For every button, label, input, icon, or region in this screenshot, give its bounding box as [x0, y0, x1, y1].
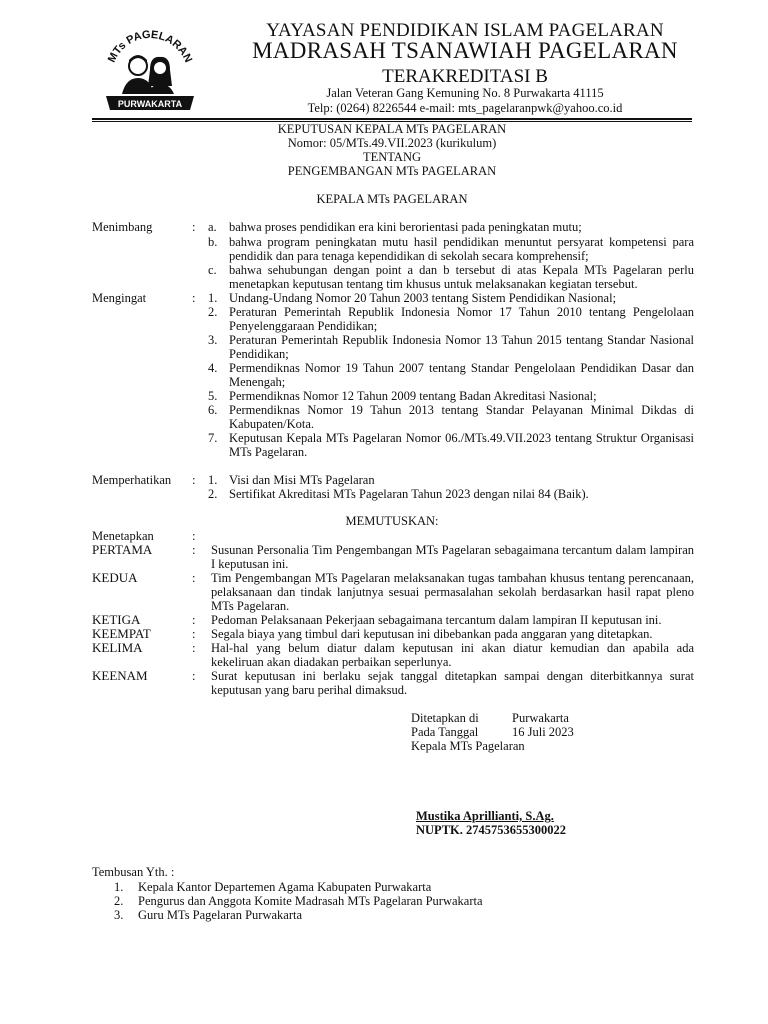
list-item: Permendiknas Nomor 19 Tahun 2013 tentang Standar Pelayanan Minimal Dikdas di Kabupaten/Kota.	[229, 403, 694, 431]
menetapkan-colon: :	[192, 529, 196, 543]
decision-label: KEDUA	[92, 570, 138, 585]
memperhatikan-label: Memperhatikan	[92, 473, 172, 487]
date-value: 16 Juli 2023	[512, 725, 574, 739]
decision-text: Tim Pengembangan MTs Pagelaran melaksanakan tugas tambahan khusus tentang perencanaan, pelaksanaan dan tindak lanjutnya sesuai permasalahan sekolah berdasarkan hasil rapat pleno MTs Pagelaran.	[211, 571, 694, 613]
memutuskan-heading: MEMUTUSKAN:	[345, 514, 439, 528]
list-marker: 5.	[208, 389, 218, 403]
list-marker: 6.	[208, 403, 218, 417]
list-item: bahwa sehubungan dengan point a dan b tersebut di atas Kepala MTs Pagelaran perlu menetapkan keputusan tentang tim khusus untuk melaksanakan kegiatan tersebut.	[229, 263, 694, 291]
decision-text: Pedoman Pelaksanaan Pekerjaan sebagaimana tercantum dalam lampiran II keputusan ini.	[211, 613, 662, 627]
accreditation: TERAKREDITASI B	[382, 66, 548, 87]
list-marker: a.	[208, 220, 217, 234]
list-marker: b.	[208, 235, 218, 249]
list-item: Peraturan Pemerintah Republik Indonesia Nomor 13 Tahun 2015 tentang Standar Nasional Pendidikan;	[229, 333, 694, 361]
list-marker: 3.	[114, 908, 124, 922]
list-item: Sertifikat Akreditasi MTs Pagelaran Tahun 2023 dengan nilai 84 (Baik).	[229, 487, 589, 501]
date-label: Pada Tanggal	[411, 725, 479, 739]
signer-name: Mustika Aprillianti, S.Ag.	[416, 809, 554, 823]
decision-label: KEEMPAT	[92, 626, 151, 641]
mengingat-colon: :	[192, 291, 196, 305]
decision-label: PERTAMA	[92, 542, 153, 557]
list-item: Peraturan Pemerintah Republik Indonesia Nomor 17 Tahun 2010 tentang Pengelolaan Penyelenggaraan Pendidikan;	[229, 305, 694, 333]
list-marker: 2.	[114, 894, 124, 908]
list-marker: 1.	[114, 880, 124, 894]
list-item: Guru MTs Pagelaran Purwakarta	[138, 908, 303, 922]
list-item: bahwa program peningkatan mutu hasil pendidikan menuntut persyarat kompetensi para pendidik dan para tenaga kependidikan di sekolah secara komprehensif;	[229, 235, 694, 263]
decision-text: Segala biaya yang timbul dari keputusan ini dibebankan pada anggaran yang ditetapkan.	[211, 627, 653, 641]
decree-number: Nomor: 05/MTs.49.VII.2023 (kurikulum)	[287, 136, 497, 150]
list-item: Kepala Kantor Departemen Agama Kabupaten Purwakarta	[138, 880, 432, 894]
logo-top-text: MTs PAGELARAN	[105, 28, 195, 65]
list-marker: 2.	[208, 487, 218, 501]
list-item: Visi dan Misi MTs Pagelaran	[229, 473, 375, 487]
decision-colon: :	[192, 571, 196, 585]
menimbang-label: Menimbang	[92, 220, 153, 234]
svg-text:MTs PAGELARAN	[106, 29, 194, 65]
decision-text: Susunan Personalia Tim Pengembangan MTs Pagelaran sebagaimana tercantum dalam lampiran I keputusan ini.	[211, 543, 694, 571]
list-item: Undang-Undang Nomor 20 Tahun 2003 tentang Sistem Pendidikan Nasional;	[229, 291, 617, 305]
list-marker: 4.	[208, 361, 218, 375]
decision-label: KETIGA	[92, 612, 141, 627]
menimbang-colon: :	[192, 220, 196, 234]
decision-colon: :	[192, 669, 196, 683]
list-item: Permendiknas Nomor 19 Tahun 2007 tentang Standar Pengelolaan Pendidikan Dasar dan Menengah;	[229, 361, 694, 389]
decision-colon: :	[192, 543, 196, 557]
school-logo	[98, 24, 202, 116]
school-name: MADRASAH TSANAWIAH PAGELARAN	[252, 38, 678, 63]
decision-label: KEENAM	[92, 668, 148, 683]
list-marker: 3.	[208, 333, 218, 347]
list-marker: 1.	[208, 291, 218, 305]
list-marker: c.	[208, 263, 217, 277]
decision-text: Surat keputusan ini berlaku sejak tanggal ditetapkan sampai dengan diterbitkannya surat keputusan yang baru perihal dimaksud.	[211, 669, 694, 697]
list-marker: 2.	[208, 305, 218, 319]
decision-text: Hal-hal yang belum diatur dalam keputusan ini akan diatur kemudian dan apabila ada kekeliruan akan diadakan perbaikan seperlunya.	[211, 641, 694, 669]
tembusan-label: Tembusan Yth. :	[92, 865, 175, 879]
list-item: bahwa proses pendidikan era kini berorientasi pada peningkatan mutu;	[229, 220, 582, 234]
set-at-value: Purwakarta	[512, 711, 569, 725]
decision-colon: :	[192, 627, 196, 641]
header-rule-thick	[92, 118, 692, 120]
decree-about: TENTANG	[362, 150, 421, 164]
school-contact: Telp: (0264) 8226544 e-mail: mts_pagelaranpwk@yahoo.co.id	[307, 101, 623, 115]
logo-bottom-text: PURWAKARTA	[117, 99, 183, 109]
decision-colon: :	[192, 613, 196, 627]
decision-colon: :	[192, 641, 196, 655]
list-item: Pengurus dan Anggota Komite Madrasah MTs Pagelaran Purwakarta	[138, 894, 483, 908]
school-address: Jalan Veteran Gang Kemuning No. 8 Purwakarta 41115	[326, 86, 604, 100]
mengingat-label: Mengingat	[92, 291, 147, 305]
signer-nuptk: NUPTK. 2745753655300022	[416, 823, 566, 837]
menetapkan-label: Menetapkan	[92, 529, 154, 543]
decree-issuer: KEPALA MTs PAGELARAN	[316, 192, 468, 206]
decision-label: KELIMA	[92, 640, 143, 655]
list-marker: 7.	[208, 431, 218, 445]
list-item: Keputusan Kepala MTs Pagelaran Nomor 06./MTs.49.VII.2023 tentang Struktur Organisasi MTs Pagelaran.	[229, 431, 694, 459]
signer-position: Kepala MTs Pagelaran	[411, 739, 525, 753]
set-at-label: Ditetapkan di	[411, 711, 479, 725]
decree-title: KEPUTUSAN KEPALA MTs PAGELARAN	[277, 122, 507, 136]
memperhatikan-colon: :	[192, 473, 196, 487]
foundation-name: YAYASAN PENDIDIKAN ISLAM PAGELARAN	[266, 20, 664, 41]
list-marker: 1.	[208, 473, 218, 487]
decree-subject: PENGEMBANGAN MTs PAGELARAN	[287, 164, 497, 178]
list-item: Permendiknas Nomor 12 Tahun 2009 tentang Badan Akreditasi Nasional;	[229, 389, 597, 403]
